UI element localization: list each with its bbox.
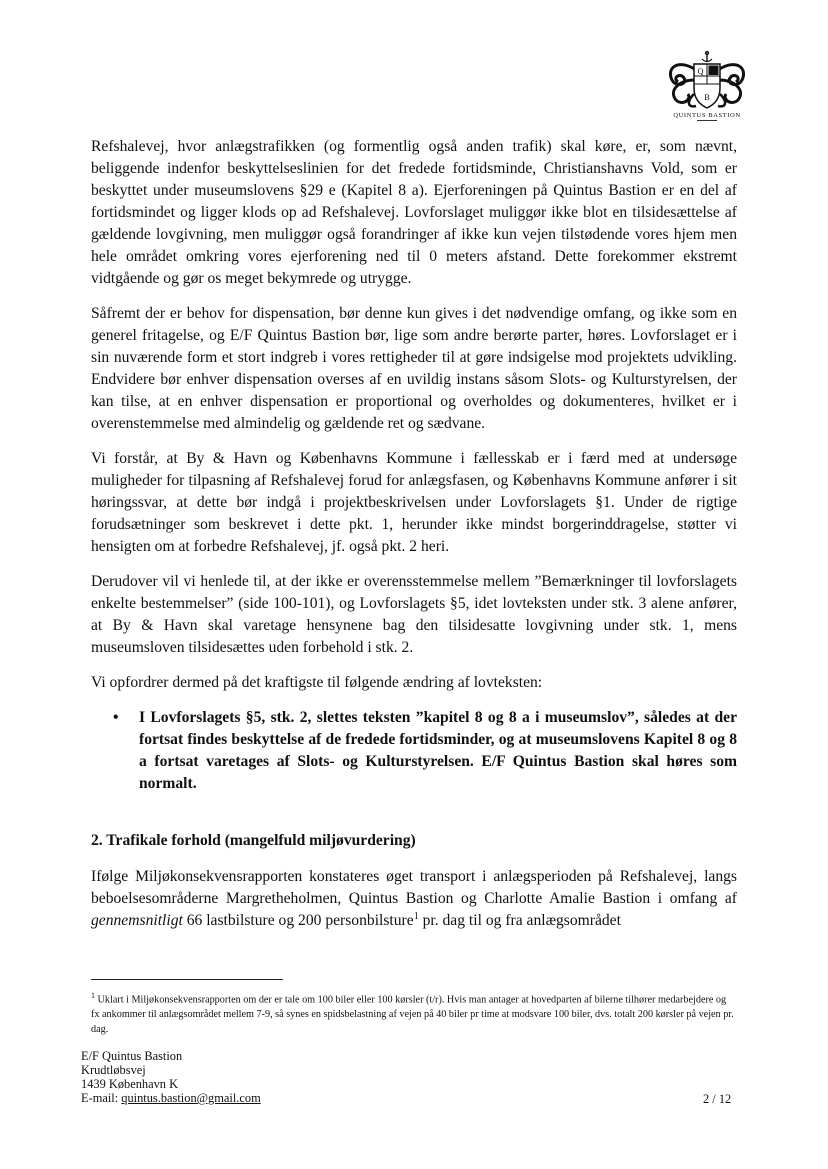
section-2-text-b: 66 lastbilsture og 200 personbilsture — [182, 912, 414, 929]
footnote-text: Uklart i Miljøkonsekvensrapporten om der er tale om 100 biler eller 100 kørsler (t/r). Hvis man antager at hovedparten af bilerne tilhører medarbejdere og fx ankommer til anlægsområdet mellem 7-9, så synes en spidsbelastning af vejen på 40 biler pr time at modsvare 100 biler, dvs. totalt 200 kørsler på vejen pr. dag. — [91, 994, 734, 1036]
page-number: 2 / 12 — [703, 1092, 732, 1106]
amendment-list — [91, 707, 737, 795]
amendment-item: • I Lovforslagets §5, stk. 2, slettes teksten ”kapitel 8 og 8 a i museumslov”, således at der fortsat findes beskyttelse af de fredede fortidsminder, og at museumslovens Kapitel 8 og 8 a fortsat varetages af Slots- og Kulturstyrelsen. E/F Quintus Bastion skal høres som normalt. — [139, 707, 737, 795]
address-line-1: E/F Quintus Bastion — [81, 1049, 183, 1063]
section-2-italic: gennemsnitligt — [91, 912, 183, 929]
logo-letter-b: B — [704, 93, 710, 102]
paragraph-1: Refshalevej, hvor anlægstrafikken (og formentlig også anden trafik) skal køre, er, som nævnt, beliggende indenfor beskyttelseslinien for det fredede fortidsminde, Christianshavns Vold, som er beskyttet under museumslovens §29 e (Kapitel 8 a). Ejerforeningen på Quintus Bastion er en del af fortidsmindet og ligger klods op ad Refshalevej. Lovforslaget muliggør ikke blot en tilsidesættelse af gældende lovgivning, men muliggør også forandringer af ikke kun vejen tilstødende vores hjem men hele området omkring vores ejerforening ned til 0 meters afstand. Dette forekommer ekstremt vidtgående og gør os meget bekymrede og utrygge. — [91, 138, 737, 287]
main-body — [91, 136, 737, 795]
section-2-text-a: Ifølge Miljøkonsekvensrapporten konstateres øget transport i anlægsperioden på Refshalevej, langs beboelsesområderne Margretheholmen, Quintus Bastion og Charlotte Amalie Bastion i omfang af — [91, 868, 737, 907]
section-2-heading: 2. Trafikale forhold (mangelfuld miljøvurdering) — [91, 832, 416, 849]
paragraph-5: Vi opfordrer dermed på det kraftigste til følgende ændring af lovteksten: — [91, 674, 543, 691]
footnote-divider — [91, 979, 283, 980]
logo-underline — [697, 120, 717, 121]
email-label: E-mail: — [81, 1091, 122, 1105]
logo-name: QUINTUS BASTION — [673, 112, 741, 119]
section-2-body — [91, 866, 737, 932]
footnote — [91, 988, 737, 1037]
email-link[interactable]: quintus.bastion@gmail.com — [121, 1091, 261, 1105]
paragraph-4: Derudover vil vi henlede til, at der ikke er overensstemmelse mellem ”Bemærkninger til lovforslagets enkelte bestemmelser” (side 100-101), og Lovforslagets §5, idet lovteksten under stk. 3 alene anfører, at By & Havn skal varetage hensynene bag den tilsidesatte lovgivning under stk. 1, mens museumsloven tilsidesættes uden forbehold i stk. 2. — [91, 573, 737, 656]
sender-address — [81, 1049, 261, 1105]
crest-icon — [658, 50, 756, 112]
address-line-3: 1439 København K — [81, 1077, 179, 1091]
quintus-bastion-logo — [658, 50, 756, 128]
address-line-2: Krudtløbsvej — [81, 1063, 146, 1077]
paragraph-2: Såfremt der er behov for dispensation, bør denne kun gives i det nødvendige omfang, og ikke som en generel fritagelse, og E/F Quintus Bastion bør, lige som andre berørte parter, høres. Lovforslaget er i sin nuværende form et stort indgreb i vores rettigheder til at gøre indsigelse mod projektets udvikling. Endvidere bør enhver dispensation overses af en uvildig instans såsom Slots- og Kulturstyrelsen, der kan tilse, at en enhver dispensation er proportional og overholdes og dokumenteres, hvilket er i overenstemmelse med almindelig og gældende ret og sædvane. — [91, 305, 737, 432]
paragraph-3: Vi forstår, at By & Havn og Københavns Kommune i fællesskab er i færd med at undersøge muligheder for tilpasning af Refshalevej forud for anlægsfasen, og Københavns Kommune anfører i sit høringssvar, at dette bør indgå i projektbeskrivelsen under Lovforslagets §1. Under de rigtige forudsætninger som beskrevet i dette pkt. 1, herunder ikke mindst borgerinddragelse, støtter vi hensigten om at forbedre Refshalevej, jf. også pkt. 2 heri. — [91, 450, 737, 555]
section-2-text-c: pr. dag til og fra anlægsområdet — [418, 912, 621, 929]
logo-letter-q: Q — [697, 67, 704, 76]
footnote-reference[interactable]: 1 — [413, 910, 419, 922]
footnote-mark: 1 — [91, 991, 95, 1000]
